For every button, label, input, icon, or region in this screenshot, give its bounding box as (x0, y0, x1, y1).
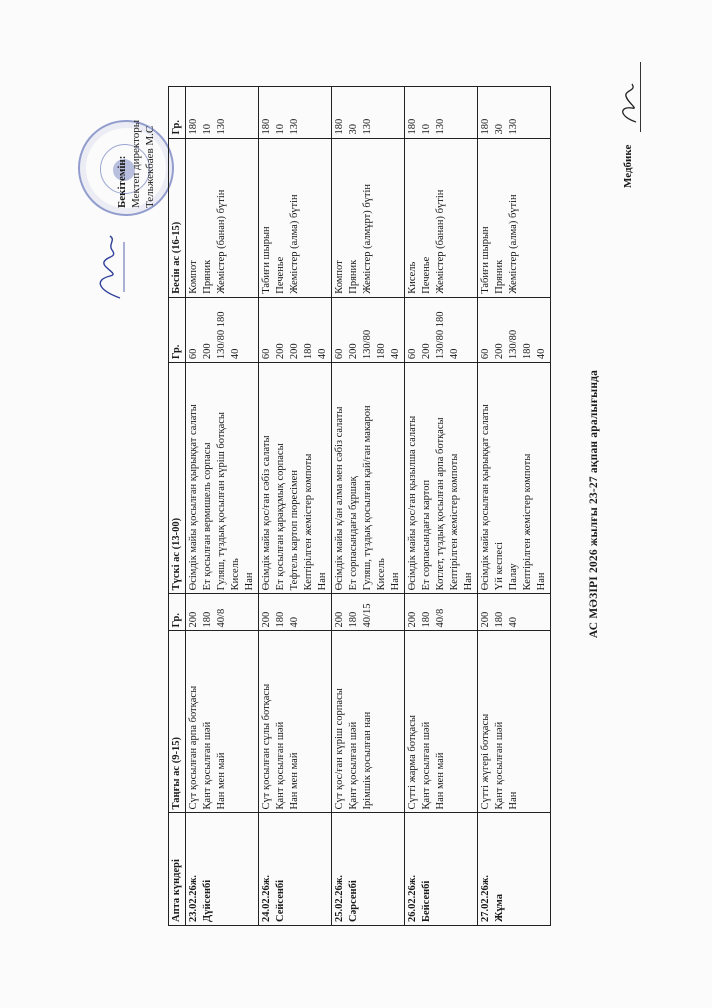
grams-value: 40 (536, 348, 547, 360)
grams-value: 200 (202, 343, 213, 360)
snack-grams-cell (405, 87, 478, 139)
dish-item: Табиғи шырын (480, 226, 491, 294)
page-title: АС МӘЗІРІ 2026 жылғы 23-27 ақпан аралығында (588, 369, 600, 639)
weekday-cell (332, 813, 405, 926)
dish-item: Кептірілген жемістер компоты (449, 453, 460, 591)
date-label: 26.02.26ж. (407, 875, 418, 922)
dish-item: Пряник (202, 259, 213, 294)
dish-item: Қант қосылған шәй (202, 721, 213, 810)
weekday-label: Сәрсенбі (348, 880, 359, 922)
snack-grams-cell (186, 87, 259, 139)
grams-value: 10 (202, 124, 213, 135)
grams-value: 200 (348, 343, 359, 360)
snack-grams-cell (259, 87, 332, 139)
grams-value: 60 (407, 348, 418, 360)
table-row (259, 87, 332, 926)
grams-value: 180 (407, 118, 418, 135)
dish-item: Өсімдік майы қосылған қырыққат салаты (480, 404, 491, 591)
grams-value: 180 (421, 611, 432, 628)
header-breakfast: Таңғы ас (9-15) (169, 631, 186, 813)
grams-value: 180 (303, 343, 314, 360)
grams-value: 130/80 180 (216, 311, 227, 360)
grams-value: 200 (421, 343, 432, 360)
dish-item: Гуляш, түздық қосылған қай/ған макарон (362, 405, 373, 591)
grams-value: 200 (480, 611, 491, 628)
approval-position: Мектеп директоры (130, 119, 142, 208)
grams-value: 180 (188, 118, 199, 135)
snack-grams-cell (332, 87, 405, 139)
table-row (186, 87, 259, 926)
grams-value: 130/80 (362, 329, 373, 360)
header-grams: Гр. (169, 297, 186, 362)
dish-item: Кептірілген жемістер компоты (303, 453, 314, 591)
grams-value: 130 (435, 118, 446, 135)
snack-cell (259, 138, 332, 297)
dish-item: Қант қосылған шәй (494, 721, 505, 810)
weekday-cell (478, 813, 551, 926)
grams-value: 180 (480, 118, 491, 135)
dish-item: Өсімдік майы қос/ған сәбіз салаты (261, 435, 272, 591)
dish-item: Пряник (494, 259, 505, 294)
dish-item: Жемістер (алма) бүтін (289, 194, 300, 294)
grams-value: 60 (480, 348, 491, 360)
grams-value: 130 (289, 118, 300, 135)
approval-block (20, 58, 170, 308)
snack-cell (478, 138, 551, 297)
grams-value: 10 (275, 124, 286, 135)
grams-value: 40 (230, 348, 241, 360)
dish-item: Ірімшік қосылған нан (362, 711, 373, 810)
dish-item: Печенье (275, 256, 286, 294)
date-label: 24.02.26ж. (261, 875, 272, 922)
snack-cell (405, 138, 478, 297)
breakfast-cell (186, 631, 259, 813)
nurse-signature (616, 60, 642, 130)
grams-value: 180 (522, 343, 533, 360)
grams-value: 130/80 180 (435, 311, 446, 360)
breakfast-grams-cell (186, 594, 259, 631)
grams-value: 200 (494, 343, 505, 360)
breakfast-grams-cell (478, 594, 551, 631)
snack-cell (186, 138, 259, 297)
dish-item: Ет қосылған қарақұмық сорпасы (275, 443, 286, 591)
dish-item: Сүтті жүгері ботқасы (480, 713, 491, 810)
grams-value: 40 (449, 348, 460, 360)
snack-cell (332, 138, 405, 297)
approval-name: Тельжекбаев М.С (144, 125, 156, 208)
dish-item: Өсімдік майы қос/ған қызылша салаты (407, 415, 418, 591)
lunch-cell (405, 363, 478, 594)
dish-item: Нан мен май (289, 752, 300, 810)
dish-item: Нан (244, 572, 255, 591)
dish-item: Қант қосылған шәй (275, 721, 286, 810)
dish-item: Тефтель картоп пюресімен (289, 470, 300, 591)
lunch-cell (259, 363, 332, 594)
weekday-label: Бейсенбі (421, 880, 432, 922)
dish-item: Жемістер (банан) бүтін (216, 189, 227, 294)
lunch-cell (478, 363, 551, 594)
grams-value: 130/80 (508, 329, 519, 360)
breakfast-cell (332, 631, 405, 813)
dish-item: Сүт қосылған арпа ботқасы (188, 685, 199, 810)
grams-value: 30 (348, 124, 359, 135)
grams-value: 60 (261, 348, 272, 360)
signature-line (640, 62, 641, 132)
breakfast-grams-cell (332, 594, 405, 631)
menu-table (168, 86, 551, 926)
dish-item: Котлет, түздық қосылған арпа ботқасы (435, 417, 446, 591)
dish-item: Печенье (421, 256, 432, 294)
lunch-grams-cell (478, 297, 551, 362)
snack-grams-cell (478, 87, 551, 139)
weekday-cell (186, 813, 259, 926)
lunch-cell (332, 363, 405, 594)
table-row (478, 87, 551, 926)
breakfast-cell (405, 631, 478, 813)
director-signature (90, 232, 130, 302)
dish-item: Жемістер (алма) бүтін (508, 194, 519, 294)
lunch-grams-cell (186, 297, 259, 362)
grams-value: 130 (216, 118, 227, 135)
grams-value: 10 (421, 124, 432, 135)
grams-value: 40 (289, 616, 300, 628)
dish-item: Өсімдік майы қосылған қырыққат салаты (188, 404, 199, 591)
dish-item: Ет қосылған вермишель сорпасы (202, 442, 213, 591)
table-row (332, 87, 405, 926)
grams-value: 180 (376, 343, 387, 360)
dish-item: Кисель (376, 558, 387, 591)
dish-item: Жемістер (банан) бүтін (435, 189, 446, 294)
dish-item: Қант қосылған шәй (421, 721, 432, 810)
breakfast-grams-cell (405, 594, 478, 631)
header-lunch: Түскі ас (13-00) (169, 363, 186, 594)
grams-value: 40/8 (216, 608, 227, 628)
header-row (169, 87, 186, 926)
dish-item: Кисель (407, 261, 418, 294)
grams-value: 180 (275, 611, 286, 628)
grams-value: 130 (362, 118, 373, 135)
weekday-cell (259, 813, 332, 926)
grams-value: 130 (508, 118, 519, 135)
grams-value: 40/15 (362, 603, 373, 628)
dish-item: Пряник (348, 259, 359, 294)
lunch-grams-cell (259, 297, 332, 362)
table-row (405, 87, 478, 926)
grams-value: 200 (275, 343, 286, 360)
weekday-label: Сейсенбі (275, 879, 286, 922)
header-grams: Гр. (169, 87, 186, 139)
grams-value: 180 (348, 611, 359, 628)
grams-value: 180 (334, 118, 345, 135)
weekday-label: Жұма (494, 894, 505, 922)
dish-item: Нан (390, 572, 401, 591)
nurse-label: Медбике (622, 144, 634, 188)
dish-item: Сүтті жарма ботқасы (407, 715, 418, 810)
dish-item: Компот (334, 260, 345, 294)
grams-value: 40/8 (435, 608, 446, 628)
grams-value: 40 (390, 348, 401, 360)
dish-item: Өсімдік майы қ/ан алма мен сәбіз салаты (334, 406, 345, 591)
dish-item: Нан (508, 791, 519, 810)
dish-item: Нан (536, 572, 547, 591)
grams-value: 30 (494, 124, 505, 135)
dish-item: Кисель (230, 558, 241, 591)
weekday-label: Дүйсенбі (202, 879, 213, 922)
dish-item: Үй кеспесі (494, 541, 505, 591)
grams-value: 180 (494, 611, 505, 628)
dish-item: Кептірілген жемістер компоты (522, 453, 533, 591)
dish-item: Сүт қос/ған күріш сорпасы (334, 688, 345, 810)
breakfast-cell (259, 631, 332, 813)
grams-value: 200 (261, 611, 272, 628)
date-label: 27.02.26ж. (480, 875, 491, 922)
dish-item: Ет сорпасындағы бұршақ (348, 476, 359, 591)
approval-heading: Бекітемін: (116, 155, 128, 208)
dish-item: Ет сорпасындағы картоп (421, 479, 432, 591)
header-grams: Гр. (169, 594, 186, 631)
header-weekday: Апта күндері (169, 813, 186, 926)
dish-item: Нан (463, 572, 474, 591)
dish-item: Сүт қосылған сұлы ботқасы (261, 683, 272, 810)
lunch-cell (186, 363, 259, 594)
breakfast-grams-cell (259, 594, 332, 631)
grams-value: 200 (334, 611, 345, 628)
dish-item: Жемістер (алмұрт) бүтін (362, 183, 373, 294)
weekday-cell (405, 813, 478, 926)
grams-value: 60 (188, 348, 199, 360)
lunch-grams-cell (332, 297, 405, 362)
date-label: 25.02.26ж. (334, 875, 345, 922)
grams-value: 200 (188, 611, 199, 628)
grams-value: 40 (317, 348, 328, 360)
dish-item: Компот (188, 260, 199, 294)
dish-item: Қант қосылған шәй (348, 721, 359, 810)
grams-value: 60 (334, 348, 345, 360)
grams-value: 200 (407, 611, 418, 628)
grams-value: 180 (202, 611, 213, 628)
grams-value: 180 (261, 118, 272, 135)
breakfast-cell (478, 631, 551, 813)
date-label: 23.02.26ж. (188, 875, 199, 922)
dish-item: Гуляш, түздық қосылған күріш ботқасы (216, 412, 227, 591)
header-snack: Бесін ас (16-15) (169, 138, 186, 297)
dish-item: Нан мен май (216, 752, 227, 810)
grams-value: 200 (289, 343, 300, 360)
lunch-grams-cell (405, 297, 478, 362)
dish-item: Табиғи шырын (261, 226, 272, 294)
dish-item: Палау (508, 563, 519, 591)
dish-item: Нан мен май (435, 752, 446, 810)
grams-value: 40 (508, 616, 519, 628)
nurse-signature-block (616, 8, 656, 188)
dish-item: Нан (317, 572, 328, 591)
